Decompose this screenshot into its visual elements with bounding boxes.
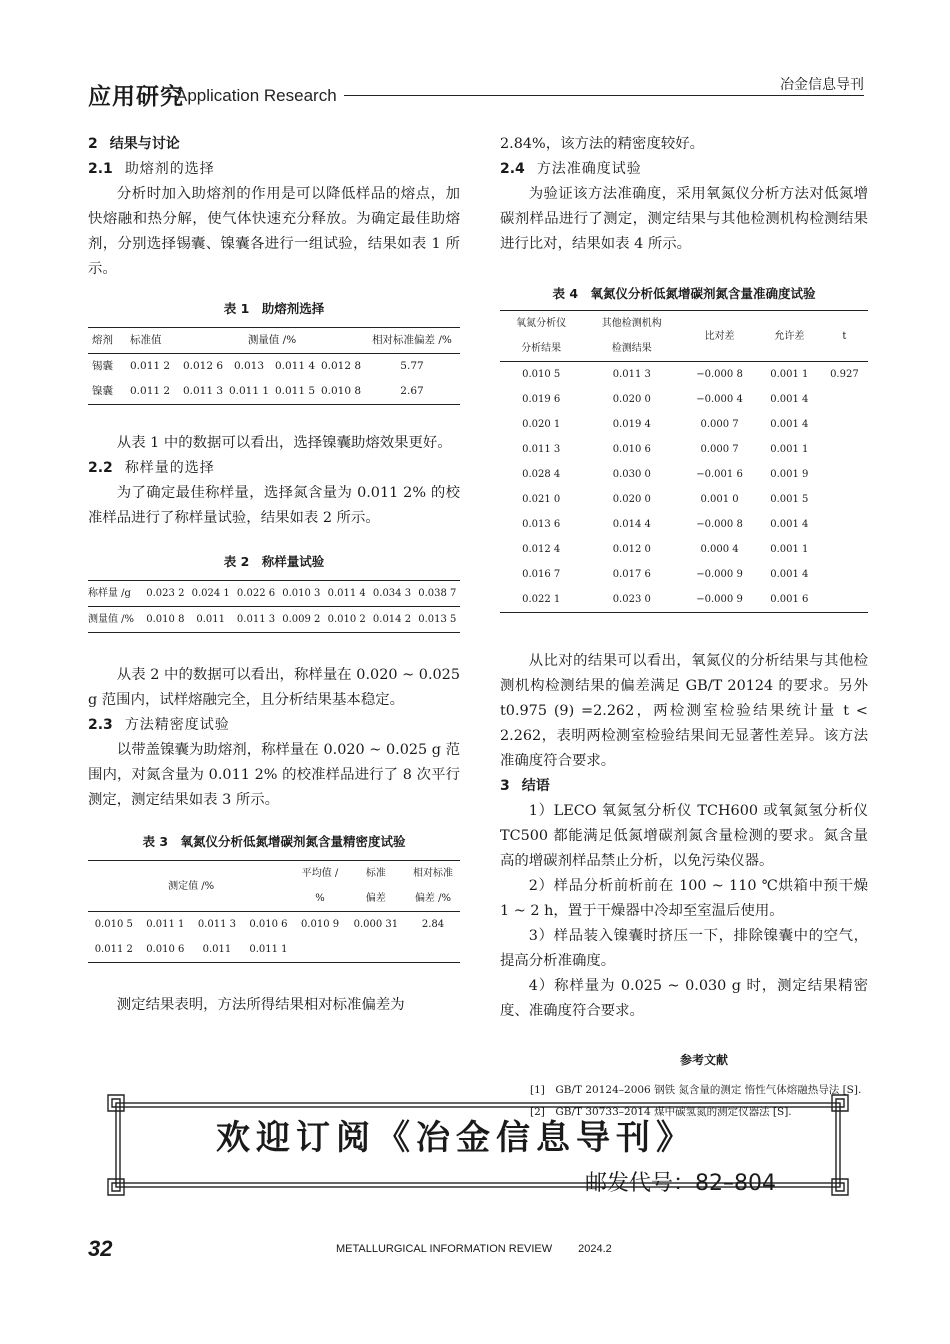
table-cell: 0.023 0 — [612, 594, 651, 605]
references-title: 参考文献 — [679, 1053, 728, 1067]
table-cell: 0.012 4 — [522, 544, 561, 555]
table-cell: 0.028 4 — [522, 469, 561, 480]
heading-section-3: 3 结语 — [500, 778, 550, 794]
table-cell: 0.001 0 — [700, 494, 739, 505]
table-row: 0.011 2 0.010 6 0.011 0.011 1 — [88, 937, 460, 963]
heading-section-2-3: 2.3 方法精密度试验 — [88, 717, 230, 733]
table-cell: 0.001 1 — [770, 369, 809, 380]
paragraph: 以带盖镍囊为助熔剂，称样量在 0.020 ~ 0.025 g 范围内，对氮含量为 0.011 2% 的校准样品进行了 8 次平行测定，测定结果如表 3 所示。 — [88, 742, 460, 808]
footer-journal: METALLURGICAL INFORMATION REVIEW 2024.2 — [336, 1243, 612, 1255]
paragraph: 为验证该方法准确度，采用氧氮仪分析方法对低氮增碳剂样品进行了测定，测定结果与其他检测机构检测结果进行比对，结果如表 4 所示。 — [500, 186, 868, 252]
table-header: 相对标准偏差 /% — [372, 334, 452, 346]
table-cell: 0.030 0 — [612, 469, 651, 480]
section-title: 应用研究 — [88, 84, 184, 110]
table-cell: 0.013 6 — [522, 519, 561, 530]
table-header: 测量值 /% — [247, 334, 297, 346]
table-cell: 0.014 4 — [612, 519, 651, 530]
page-number: 32 — [88, 1236, 113, 1261]
conclusion-item: 3）样品装入镍囊时挤压一下，排除镍囊中的空气，提高分析准确度。 — [500, 928, 868, 969]
paragraph: 从比对的结果可以看出，氧氮仪的分析结果与其他检测机构检测结果的偏差满足 GB/T 20124 的要求。另外 t0.975 (9) =2.262，两检测室检验结果统计量 t < 2.262，表明两检测室检验结果间无显著性差异。该方法准确度符合要求。 — [500, 653, 868, 769]
table-cell: 0.000 7 — [700, 419, 739, 430]
table-header: % — [315, 893, 325, 904]
left-column — [88, 132, 460, 1018]
right-column — [500, 132, 868, 1123]
table-cell: −0.000 9 — [696, 594, 743, 605]
table-cell: 0.001 4 — [770, 419, 809, 430]
table-cell: 0.012 0 — [612, 544, 651, 555]
paragraph: 分析时加入助熔剂的作用是可以降低样品的熔点，加快熔融和热分解，使气体快速充分释放。为确定最佳助熔剂，分别选择锡囊、镍囊各进行一组试验，结果如表 1 所示。 — [88, 186, 460, 277]
journal-name: 冶金信息导刊 — [780, 77, 864, 93]
table-cell: 0.000 4 — [700, 544, 739, 555]
table-cell: −0.000 8 — [696, 369, 743, 380]
table-row: 镍囊 0.011 2 0.011 3 0.011 1 0.011 5 0.010 8 2.67 — [88, 379, 460, 405]
table-header: 检测结果 — [611, 343, 652, 354]
table-header: 其他检测机构 — [601, 318, 662, 329]
table-cell: 0.020 1 — [522, 419, 561, 430]
section-subtitle: Application Research — [176, 86, 337, 105]
reference-item: [2] GB/T 30733–2014 煤中碳氢氮的测定仪器法 [S]. — [530, 1106, 792, 1118]
table-cell: 0.022 1 — [522, 594, 561, 605]
table-cell: 0.000 7 — [700, 444, 739, 455]
reference-item: [1] GB/T 20124–2006 钢铁 氮含量的测定 惰性气体熔融热导法 [S]. — [530, 1084, 862, 1096]
paragraph: 为了确定最佳称样量，选择氮含量为 0.011 2% 的校准样品进行了称样量试验，结果如表 2 所示。 — [88, 485, 460, 526]
subscription-banner-text: 欢迎订阅《冶金信息导刊》 — [216, 1118, 696, 1158]
table-cell: −0.000 9 — [696, 569, 743, 580]
table-cell: 0.001 1 — [770, 444, 809, 455]
paragraph: 测定结果表明，方法所得结果相对标准偏差为 — [116, 997, 405, 1013]
table-row: 测量值 /% 0.010 8 0.011 0.011 3 0.009 2 0.010 2 0.014 2 0.013 5 — [88, 607, 460, 633]
table-cell — [821, 412, 868, 437]
table-cell: 0.001 6 — [770, 594, 809, 605]
conclusion-item: 4）称样量为 0.025 ~ 0.030 g 时，测定结果精密度、准确度符合要求。 — [500, 978, 868, 1019]
table-row: 锡囊 0.011 2 0.012 6 0.013 0.011 4 0.012 8 5.77 — [92, 360, 424, 372]
table-row — [500, 387, 868, 412]
table-cell: 0.021 0 — [522, 494, 561, 505]
table-1-caption: 表 1 助熔剂选择 — [223, 301, 325, 316]
header-rule — [344, 95, 864, 96]
table-cell: 0.010 6 — [612, 444, 651, 455]
table-row: 称样量 /g 0.023 2 0.024 1 0.022 6 0.010 3 0.011 4 0.034 3 0.038 7 — [88, 581, 460, 607]
table-row — [500, 437, 868, 462]
table-cell — [821, 437, 868, 462]
table-cell: 0.927 — [830, 369, 859, 380]
table-cell: −0.000 8 — [696, 519, 743, 530]
table-row — [500, 512, 868, 537]
heading-section-2-2: 2.2 称样量的选择 — [88, 460, 215, 476]
table-header: 平均值 / — [301, 868, 339, 879]
table-4 — [500, 310, 868, 613]
table-row — [500, 537, 868, 562]
table-header: 允许差 — [758, 311, 821, 362]
conclusion-item: 2）样品分析前析前在 100 ~ 110 ℃烘箱中预干燥 1 ~ 2 h，置于干燥器中冷却至室温后使用。 — [500, 878, 868, 919]
table-header: 偏差 — [365, 893, 386, 904]
paragraph: 从表 2 中的数据可以看出，称样量在 0.020 ~ 0.025 g 范围内，试样熔融完全，且分析结果基本稳定。 — [88, 667, 460, 708]
table-2 — [88, 580, 460, 633]
table-row: 0.010 5 0.011 1 0.011 3 0.010 6 0.010 9 0.000 31 2.84 — [94, 919, 445, 930]
table-row — [500, 462, 868, 487]
heading-section-2: 2 结果与讨论 — [88, 136, 180, 152]
table-cell: 0.019 6 — [522, 394, 561, 405]
table-cell: 0.017 6 — [612, 569, 651, 580]
table-cell: 0.001 9 — [770, 469, 809, 480]
table-cell: 0.001 5 — [770, 494, 809, 505]
table-cell: −0.001 6 — [696, 469, 743, 480]
table-cell: 0.011 3 — [522, 444, 561, 455]
table-cell: 0.016 7 — [522, 569, 561, 580]
postal-code: 邮发代号：82–804 — [585, 1171, 776, 1196]
table-row — [500, 412, 868, 437]
table-header: 比对差 — [681, 311, 758, 362]
table-row — [500, 362, 868, 388]
table-header: 相对标准 — [412, 868, 453, 879]
paragraph: 从表 1 中的数据可以看出，选择镍囊助熔效果更好。 — [116, 435, 452, 451]
table-cell: 0.010 5 — [522, 369, 561, 380]
heading-section-2-4: 2.4 方法准确度试验 — [500, 161, 642, 177]
table-header: 标准 — [365, 868, 386, 879]
table-header: 测定值 /% — [88, 861, 294, 912]
table-row — [500, 487, 868, 512]
table-cell — [821, 587, 868, 613]
table-cell: 0.001 4 — [770, 394, 809, 405]
table-header: 氧氮分析仪 — [516, 318, 567, 329]
table-header: 分析结果 — [521, 343, 562, 354]
table-cell: −0.000 4 — [696, 394, 743, 405]
table-2-caption: 表 2 称样量试验 — [223, 554, 325, 569]
table-4-caption: 表 4 氧氮仪分析低氮增碳剂氮含量准确度试验 — [552, 286, 816, 301]
table-header: 熔剂 — [92, 334, 113, 346]
table-cell: 0.001 4 — [770, 569, 809, 580]
table-cell: 0.020 0 — [612, 394, 651, 405]
table-3 — [88, 860, 460, 963]
table-header: 偏差 /% — [414, 893, 451, 904]
table-row — [500, 562, 868, 587]
table-header: t — [821, 311, 868, 362]
table-cell: 0.011 3 — [612, 369, 651, 380]
table-header: 标准值 — [130, 334, 162, 346]
table-cell: 0.001 1 — [770, 544, 809, 555]
table-3-caption: 表 3 氧氮仪分析低氮增碳剂氮含量精密度试验 — [142, 834, 406, 849]
paragraph: 2.84%，该方法的精密度较好。 — [500, 136, 705, 152]
table-1 — [88, 327, 460, 405]
heading-section-2-1: 2.1 助熔剂的选择 — [88, 161, 215, 177]
table-cell: 0.019 4 — [612, 419, 651, 430]
table-cell — [821, 487, 868, 512]
table-cell — [821, 512, 868, 537]
table-cell — [821, 537, 868, 562]
table-cell — [821, 562, 868, 587]
table-cell: 0.020 0 — [612, 494, 651, 505]
table-cell — [821, 387, 868, 412]
conclusion-item: 1）LECO 氧氮氢分析仪 TCH600 或氧氮氢分析仪 TC500 都能满足低氮增碳剂氮含量检测的要求。氮含量高的增碳剂样品禁止分析，以免污染仪器。 — [500, 803, 868, 869]
table-cell: 0.001 4 — [770, 519, 809, 530]
table-cell — [821, 462, 868, 487]
table-row — [500, 587, 868, 613]
